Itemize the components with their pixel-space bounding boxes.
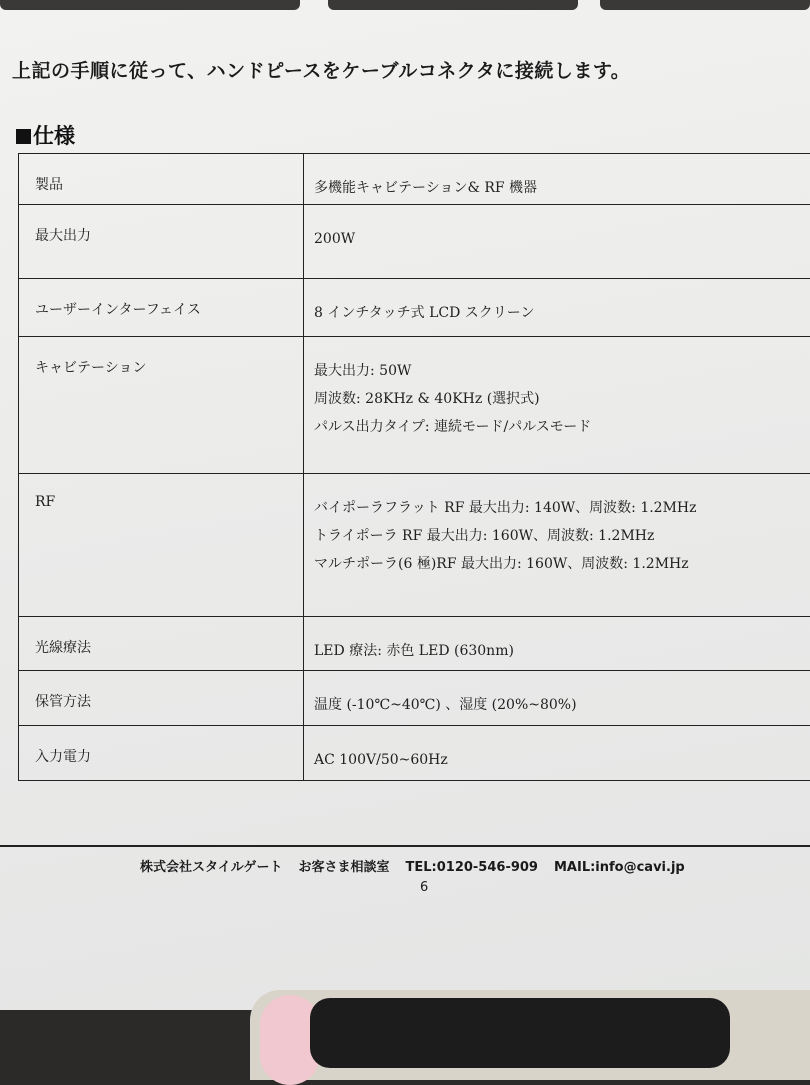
table-row	[19, 474, 810, 617]
spec-value-line: AC 100V/50~60Hz	[314, 746, 810, 774]
spec-value-line: 8 インチタッチ式 LCD スクリーン	[314, 299, 810, 327]
spec-value	[304, 279, 810, 337]
spec-label: 保管方法	[19, 671, 304, 726]
top-page-edge	[0, 0, 810, 12]
spec-value	[304, 205, 810, 279]
footer-divider	[0, 845, 810, 847]
square-bullet-icon	[16, 129, 31, 144]
spec-value	[304, 154, 810, 205]
table-row	[19, 279, 810, 337]
table-row	[19, 726, 810, 781]
spec-value	[304, 474, 810, 617]
email-address: MAIL:info@cavi.jp	[554, 860, 685, 875]
spec-label: ユーザーインターフェイス	[19, 279, 304, 337]
spec-label: 光線療法	[19, 617, 304, 671]
background-dark-shape	[310, 998, 730, 1068]
spec-value-line: トライポーラ RF 最大出力: 160W、周波数: 1.2MHz	[314, 522, 810, 550]
spec-value-line: マルチポーラ(6 極)RF 最大出力: 160W、周波数: 1.2MHz	[314, 550, 810, 578]
spec-value	[304, 337, 810, 474]
phone-number: TEL:0120-546-909	[406, 860, 538, 875]
footer-contact	[140, 856, 701, 875]
spec-label: 入力電力	[19, 726, 304, 781]
spec-value-line: LED 療法: 赤色 LED (630nm)	[314, 637, 810, 665]
table-row	[19, 671, 810, 726]
page-number: 6	[420, 880, 428, 895]
spec-value-line: 温度 (-10℃~40℃) 、湿度 (20%~80%)	[314, 691, 810, 719]
background-object	[250, 990, 810, 1080]
company-name: 株式会社スタイルゲート	[140, 860, 282, 875]
section-heading	[16, 120, 75, 150]
table-row	[19, 205, 810, 279]
table-row	[19, 617, 810, 671]
spec-value-line: 周波数: 28KHz & 40KHz (選択式)	[314, 385, 810, 413]
spec-value	[304, 726, 810, 781]
spec-label: 最大出力	[19, 205, 304, 279]
customer-desk: お客さま相談室	[298, 860, 389, 875]
spec-label: 製品	[19, 154, 304, 205]
spec-label: RF	[19, 474, 304, 617]
section-title: 仕様	[33, 124, 75, 148]
spec-value-line: 多機能キャビテーション& RF 機器	[314, 174, 810, 202]
spec-value-line: バイポーラフラット RF 最大出力: 140W、周波数: 1.2MHz	[314, 494, 810, 522]
spec-label: キャビテーション	[19, 337, 304, 474]
spec-value	[304, 671, 810, 726]
spec-value-line: パルス出力タイプ: 連続モード/パルスモード	[314, 413, 810, 441]
spec-value-line: 最大出力: 50W	[314, 357, 810, 385]
table-row	[19, 337, 810, 474]
spec-value-line: 200W	[314, 225, 810, 253]
table-row	[19, 154, 810, 205]
spec-value	[304, 617, 810, 671]
instruction-text: 上記の手順に従って、ハンドピースをケーブルコネクタに接続します。	[12, 56, 630, 83]
spec-table	[18, 153, 810, 781]
